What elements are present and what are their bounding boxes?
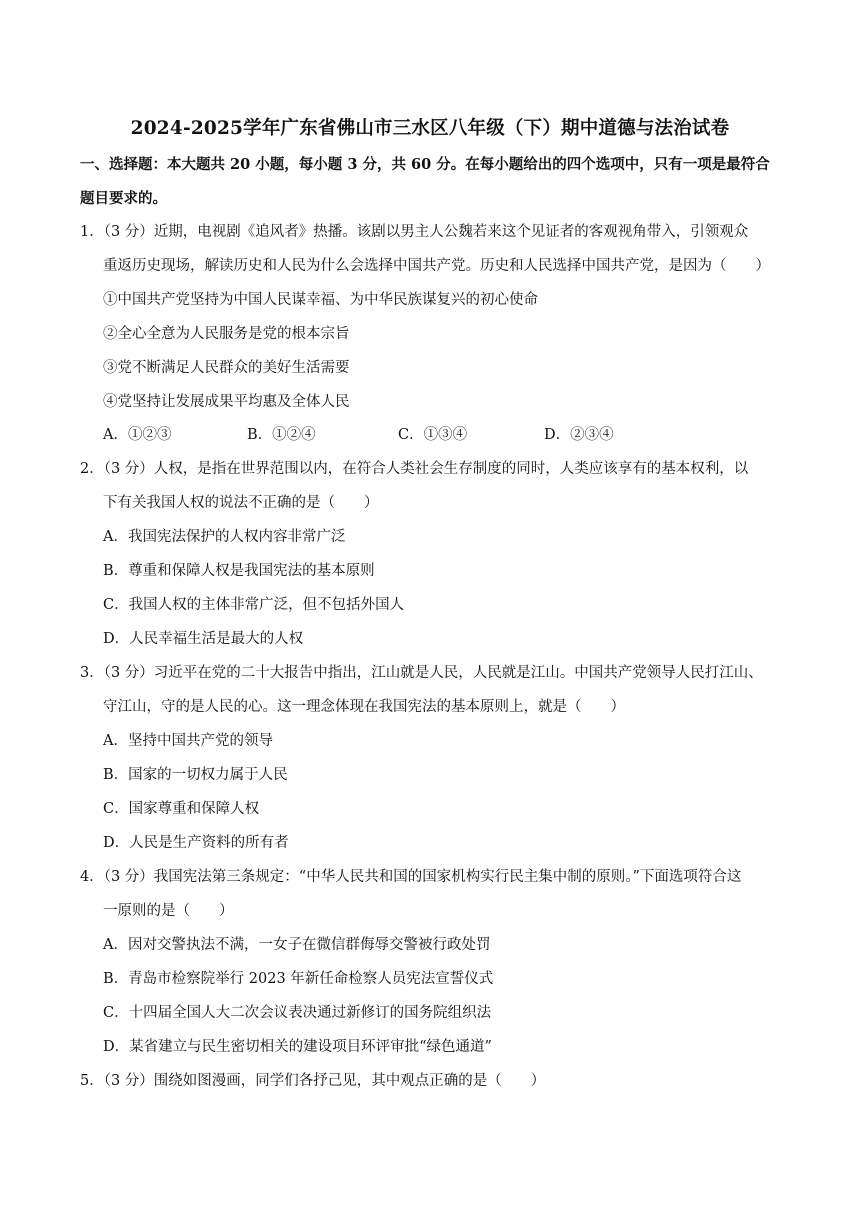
question-1-option-b[interactable]: B．①②④ <box>247 427 316 443</box>
question-4-stem-line1: 4．（3 分）我国宪法第三条规定：“中华人民共和国的国家机构实行民主集中制的原则。”下面选项符合这 <box>80 869 742 885</box>
question-3-option-b[interactable]: B．国家的一切权力属于人民 <box>103 767 288 783</box>
question-3-option-c[interactable]: C．国家尊重和保障人权 <box>103 801 260 817</box>
question-4-option-a[interactable]: A．因对交警执法不满，一女子在微信群侮辱交警被行政处罚 <box>103 937 491 953</box>
exam-title: 2024-2025学年广东省佛山市三水区八年级（下）期中道德与法治试卷 <box>130 118 730 139</box>
question-1-item-4: ④党坚持让发展成果平均惠及全体人民 <box>103 394 350 410</box>
question-1-stem-line1: 1．（3 分）近期，电视剧《追风者》热播。该剧以男主人公魏若来这个见证者的客观视角带入，引领观众 <box>80 224 749 240</box>
question-2-stem-line1: 2．（3 分）人权，是指在世界范围以内，在符合人类社会生存制度的同时，人类应该享有的基本权利，以 <box>80 461 749 477</box>
question-3-stem-line1: 3．（3 分）习近平在党的二十大报告中指出，江山就是人民，人民就是江山。中国共产党领导人民打江山、 <box>80 665 763 681</box>
question-2-option-c[interactable]: C．我国人权的主体非常广泛，但不包括外国人 <box>103 597 405 613</box>
question-2-stem-line2: 下有关我国人权的说法不正确的是（ ） <box>103 495 379 511</box>
question-4-option-d[interactable]: D．某省建立与民生密切相关的建设项目环评审批“绿色通道” <box>103 1039 492 1055</box>
question-1-item-1: ①中国共产党坚持为中国人民谋幸福、为中华民族谋复兴的初心使命 <box>103 292 538 308</box>
question-4-option-b[interactable]: B．青岛市检察院举行 2023 年新任命检察人员宪法宣誓仪式 <box>103 971 494 987</box>
question-1-item-3: ③党不断满足人民群众的美好生活需要 <box>103 360 350 376</box>
question-1-stem-line2: 重返历史现场，解读历史和人民为什么会选择中国共产党。历史和人民选择中国共产党，是因为（ ） <box>103 258 770 274</box>
question-1-item-2: ②全心全意为人民服务是党的根本宗旨 <box>103 326 350 342</box>
question-3-stem-line2: 守江山，守的是人民的心。这一理念体现在我国宪法的基本原则上，就是（ ） <box>103 699 625 715</box>
question-1-option-c[interactable]: C．①③④ <box>398 427 468 443</box>
question-4-option-c[interactable]: C．十四届全国人大二次会议表决通过新修订的国务院组织法 <box>103 1005 492 1021</box>
question-1-option-d[interactable]: D．②③④ <box>544 427 614 443</box>
question-2-option-a[interactable]: A．我国宪法保护的人权内容非常广泛 <box>103 529 346 545</box>
question-2-option-d[interactable]: D．人民幸福生活是最大的人权 <box>103 631 304 647</box>
question-5-stem-line1: 5．（3 分）围绕如图漫画，同学们各抒己见，其中观点正确的是（ ） <box>80 1073 546 1089</box>
question-4-stem-line2: 一原则的是（ ） <box>103 903 234 919</box>
question-1-option-a[interactable]: A．①②③ <box>103 427 172 443</box>
question-3-option-d[interactable]: D．人民是生产资料的所有者 <box>103 835 289 851</box>
section-heading-line2: 题目要求的。 <box>80 190 167 207</box>
question-3-option-a[interactable]: A．坚持中国共产党的领导 <box>103 733 273 749</box>
question-2-option-b[interactable]: B．尊重和保障人权是我国宪法的基本原则 <box>103 563 375 579</box>
section-heading-line1: 一、选择题：本大题共 20 小题，每小题 3 分，共 60 分。在每小题给出的四个选项中，只有一项是最符合 <box>80 156 770 173</box>
